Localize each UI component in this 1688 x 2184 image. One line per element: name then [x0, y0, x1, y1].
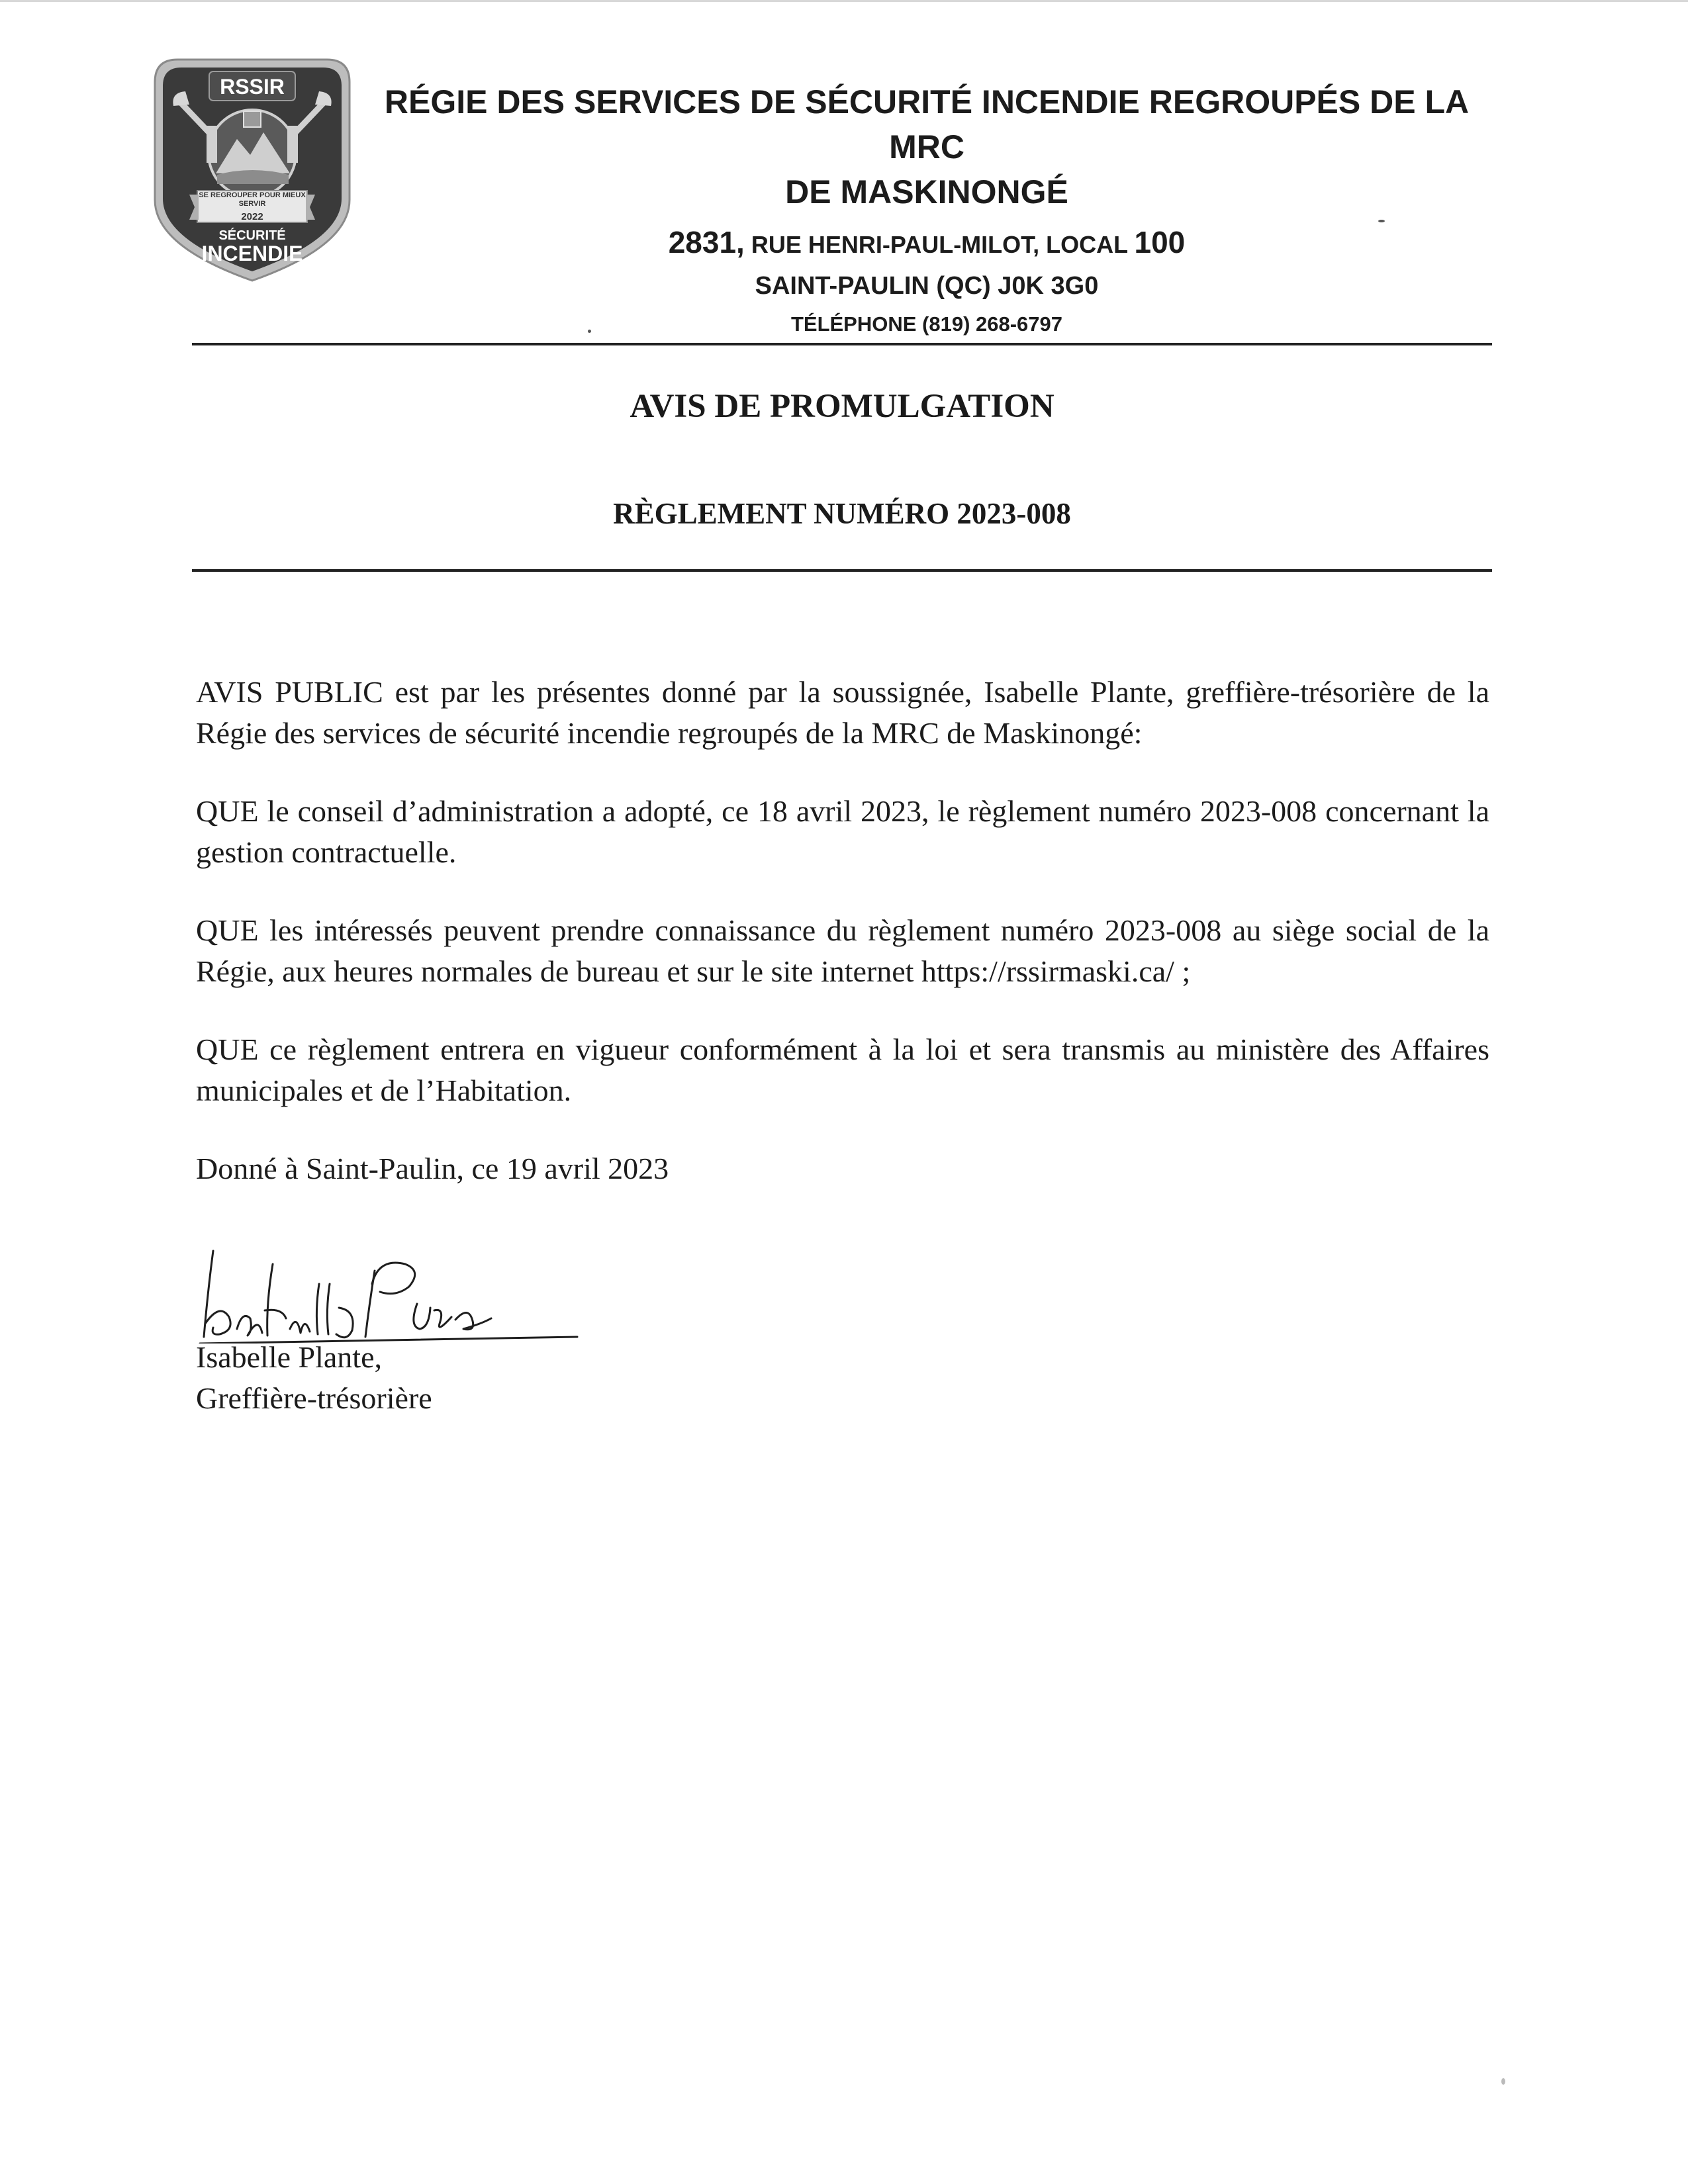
scan-speck [1501, 2078, 1505, 2085]
bylaw-number: RÈGLEMENT NUMÉRO 2023-008 [613, 497, 1071, 530]
notice-title: AVIS DE PROMULGATION [630, 388, 1055, 425]
address-street: RUE HENRI-PAUL-MILOT, LOCAL [751, 231, 1128, 258]
scan-edge [0, 0, 1688, 2]
paragraph-intro: AVIS PUBLIC est par les présentes donné par la soussignée, Isabelle Plante, greffière-trésorière de la Régie des services de sécurité incendie regroupés de la MRC de Maskinongé: [196, 675, 1489, 750]
notice-body [196, 672, 1489, 1226]
logo-top-text: RSSIR [220, 75, 285, 99]
org-city: SAINT-PAULIN (QC) J0K 3G0 [755, 272, 1099, 300]
logo-year: 2022 [241, 211, 263, 222]
paragraph-date: Donné à Saint-Paulin, ce 19 avril 2023 [196, 1152, 669, 1185]
org-address [371, 222, 1483, 265]
paragraph-effect: QUE ce règlement entrera en vigueur conformément à la loi et sera transmis au ministère des Affaires municipales et de l’Habitation. [196, 1032, 1489, 1107]
address-local: 100 [1134, 225, 1186, 259]
header-divider [192, 343, 1492, 345]
signer-name: Isabelle Plante, [196, 1340, 383, 1374]
address-number: 2831, [668, 225, 745, 259]
paragraph-adoption: QUE le conseil d’administration a adopté, ce 18 avril 2023, le règlement numéro 2023-008 concernant la gestion contractuelle. [196, 794, 1489, 869]
rssir-logo [151, 54, 353, 286]
signer-title: Greffière-trésorière [196, 1381, 432, 1415]
signer-block [196, 1337, 432, 1419]
handwritten-signature [173, 1244, 584, 1343]
logo-bottom-large: INCENDIE [201, 242, 303, 265]
logo-banner-text: SE REGROUPER POUR MIEUX SERVIR [199, 191, 306, 208]
paragraph-consultation: QUE les intéressés peuvent prendre connaissance du règlement numéro 2023-008 au siège social de la Régie, aux heures normales de bureau et sur le site internet https://rssirmaski.ca/ ; [196, 913, 1489, 988]
letterhead [371, 79, 1483, 341]
title-divider [192, 569, 1492, 572]
logo-bottom-small: SÉCURITÉ [218, 228, 286, 243]
org-phone: TÉLÉPHONE (819) 268-6797 [790, 312, 1063, 336]
org-name-line-2: DE MASKINONGÉ [785, 173, 1068, 210]
scan-speck [1378, 220, 1385, 222]
org-name-line-1: RÉGIE DES SERVICES DE SÉCURITÉ INCENDIE REGROUPÉS DE LA MRC [384, 83, 1470, 165]
scan-speck [588, 330, 591, 333]
